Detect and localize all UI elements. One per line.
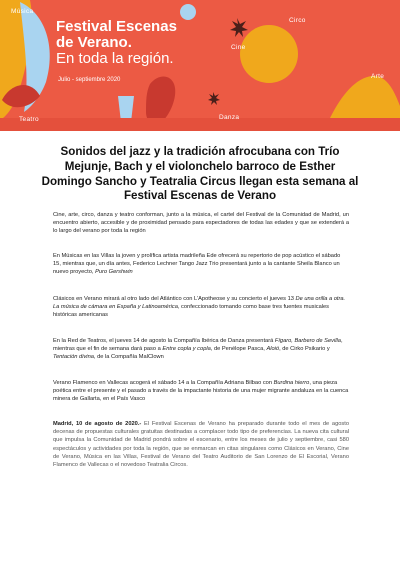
- star-icon: [230, 18, 248, 37]
- paragraph-text: , mientras que el fin de semana dará paso a: [53, 338, 343, 353]
- banner-title-line-1: Festival Escenas: [56, 18, 177, 35]
- label-arte: Arte: [371, 73, 385, 80]
- musicas-villas-paragraph: [53, 252, 349, 277]
- paragraph-text: , de Penélope Pasca,: [210, 346, 267, 353]
- paragraph-text: , confeccionado tomando como base tres fuentes musicales históricas americanas: [53, 304, 330, 319]
- paragraph-emphasis: Burdina hierro: [273, 380, 310, 386]
- label-danza: Danza: [219, 114, 240, 121]
- paragraph-emphasis: Puro Gershwin: [95, 269, 133, 276]
- intro-paragraph: Cine, arte, circo, danza y teatro conforman, junto a la música, el cartel del Festival de la Comunidad de Madrid, un encuentro abierto, accesible y de proximidad pensado para espectadores de todas las edades y que se extenderá a lo largo del verano por toda la región: [53, 212, 349, 235]
- paragraph-text: , una pieza poética entre el presente y el pasado a través de la impactante historia de una mujer migrante andaluza en la cuenca minera de Gallarta, en el País Vasco: [53, 380, 349, 403]
- label-cine: Cine: [231, 44, 246, 51]
- headline: Sonidos del jazz y la tradición afrocubana con Trío Mejunje, Bach y el violonchelo barroco de Esther Domingo Sancho y Teatralia Circus llegan esta semana al Festival Escenas de Verano: [41, 145, 359, 203]
- label-teatro: Teatro: [19, 116, 39, 123]
- red-teatros-paragraph: [53, 337, 349, 362]
- body-paragraph: [53, 420, 349, 469]
- paragraph-emphasis: Tentación divina: [53, 354, 94, 361]
- paragraph-text: Verano Flamenco en Vallecas acogerá el sábado 14 a la Compañía Adriana Bilbao con: [53, 380, 274, 386]
- paragraph-text: El Festival Escenas de Verano ha preparado durante todo el mes de agosto decenas de propuestas culturales gratuitas destinadas a complacer todo tipo de preferencias. La nueva cita cultural que impulsa la Comunidad de Madrid pondrá sobre el escenario, entre los meses de julio y septiembre, casi 580 espectáculos y actividades por toda la región, que se enmarcan en citas singulares como Clásicos en Verano, Cine de Verano, Música en las Villas, Festival de Verano del Teatro Auditorio de San Lorenzo de El Escorial, Verano Flamenco de Vallecas o el novedoso Teatralia Circos.: [53, 421, 349, 469]
- star-icon-small: [208, 92, 220, 105]
- banner-title-line-2: de Verano.: [56, 34, 132, 51]
- paragraph-emphasis: Entre copla y copla: [162, 346, 211, 353]
- label-musica: Música: [11, 8, 34, 15]
- clasicos-paragraph: [53, 295, 349, 320]
- moon-circle: [180, 4, 196, 20]
- banner-subtitle: En toda la región.: [56, 50, 174, 67]
- paragraph-text: , de la Compañía MalClown: [93, 354, 164, 361]
- paragraph-text: Clásicos en Verano mirará al otro lado del Atlántico con L’Apotheose y su concierto el jueves 13: [53, 296, 296, 302]
- paragraph-text: En la Red de Teatros, el jueves 14 de agosto la Compañía Ibérica de Danza presentará: [53, 338, 275, 344]
- paragraph-text: En Músicas en las Villas la joven y prolífica artista madrileña Ede ofrecerá su repertorio de pop acústico el sábado 15, mientras que, un día antes, Federico Lechner Tango Jazz Trio presentará junto a la cantante Sheila Blanco un nuevo proyecto,: [53, 253, 341, 276]
- paragraph-emphasis: Aloió: [266, 346, 280, 353]
- instrument-shape: [146, 77, 175, 125]
- flamenco-paragraph: [53, 379, 349, 404]
- label-circo: Circo: [289, 17, 306, 24]
- dateline: Madrid, 10 de agosto de 2020.-: [53, 421, 142, 427]
- paragraph-text: , de Cirko Psikario y: [279, 346, 330, 353]
- paragraph-emphasis: De una orilla a otra. La música de cámara en España y Latinoamérica: [53, 296, 346, 311]
- paragraph-emphasis: Fígaro, Barbero de Sevilla: [274, 338, 341, 344]
- festival-banner: [0, 0, 400, 131]
- banner-title: [56, 19, 177, 51]
- sun-circle: [240, 25, 298, 83]
- banner-dates: Julio - septiembre 2020: [58, 77, 121, 83]
- bottom-band: [0, 118, 400, 131]
